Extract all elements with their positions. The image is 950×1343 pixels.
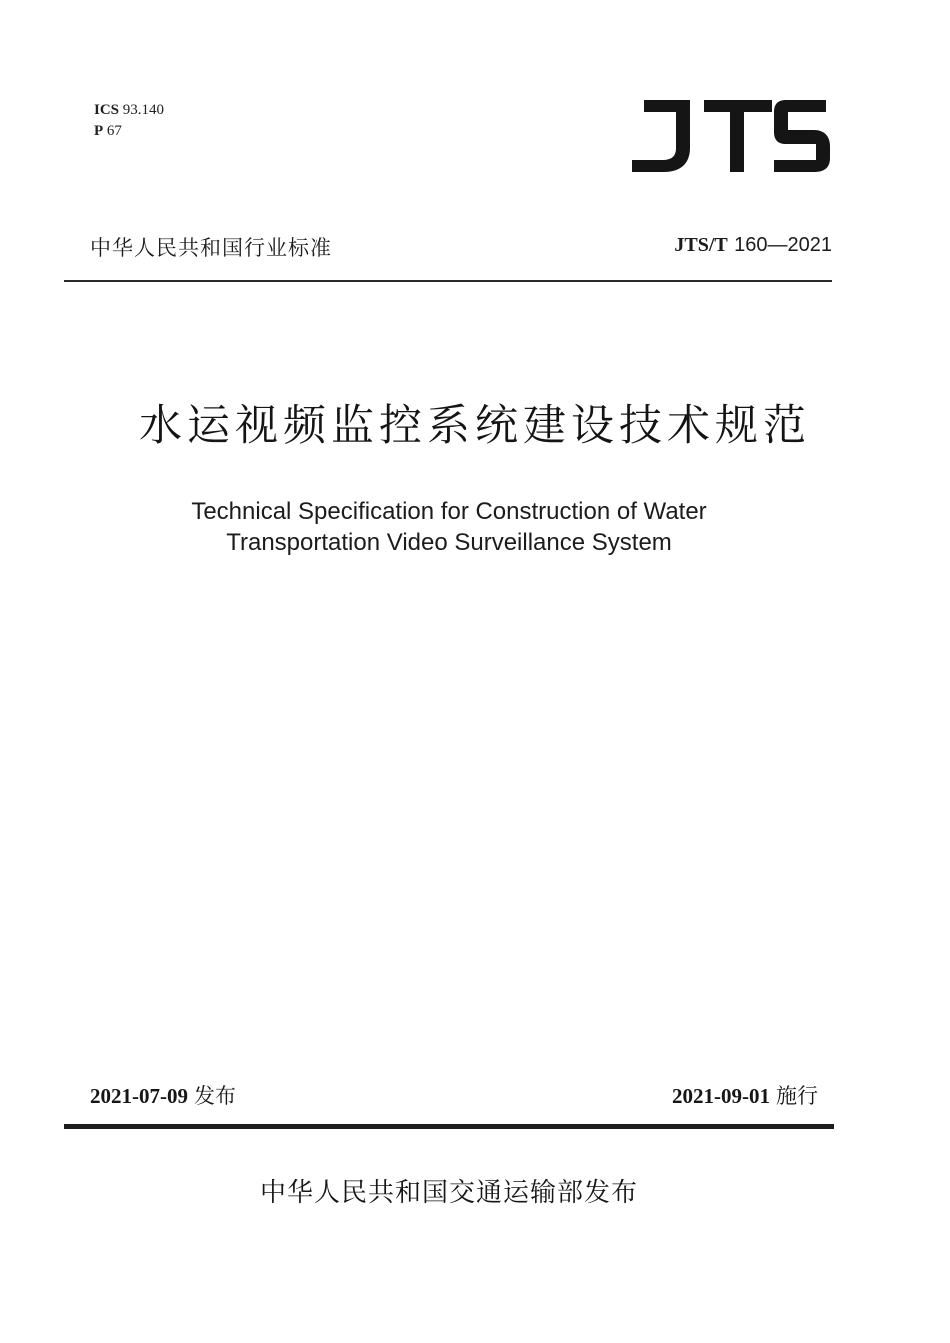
publisher-name: 中华人民共和国交通运输部发布: [259, 1178, 638, 1208]
title-english-line1: Technical Specification for Construction of Water: [191, 498, 707, 525]
standard-number-prefix: JTS/T: [674, 234, 728, 256]
jts-logo: [626, 96, 830, 174]
title-chinese: 水运视频监控系统建设技术规范: [139, 401, 811, 451]
ics-value: 93.140: [122, 102, 165, 118]
issue-label: 发布: [194, 1084, 236, 1108]
standard-header: [90, 228, 832, 264]
title-english: [0, 496, 898, 558]
ics-label: ICS: [94, 102, 120, 118]
ics-code: [94, 100, 164, 121]
issue-date: 2021-07-09: [90, 1084, 188, 1108]
date-line: [90, 1080, 818, 1116]
title-english-line2: Transportation Video Surveillance System: [226, 529, 672, 556]
standard-number-value: 160—2021: [734, 234, 832, 256]
effective-date: 2021-09-01: [672, 1084, 770, 1108]
effective-date-block: [672, 1080, 818, 1110]
top-divider: [64, 280, 832, 282]
classification-codes: [94, 100, 164, 142]
standard-number: [674, 232, 832, 257]
bottom-divider: [64, 1124, 834, 1129]
p-code: [94, 121, 164, 142]
p-label: P: [94, 123, 104, 139]
standard-category: 中华人民共和国行业标准: [90, 236, 332, 260]
issue-date-block: [90, 1080, 236, 1110]
p-value: 67: [106, 123, 122, 139]
effective-label: 施行: [776, 1084, 818, 1108]
